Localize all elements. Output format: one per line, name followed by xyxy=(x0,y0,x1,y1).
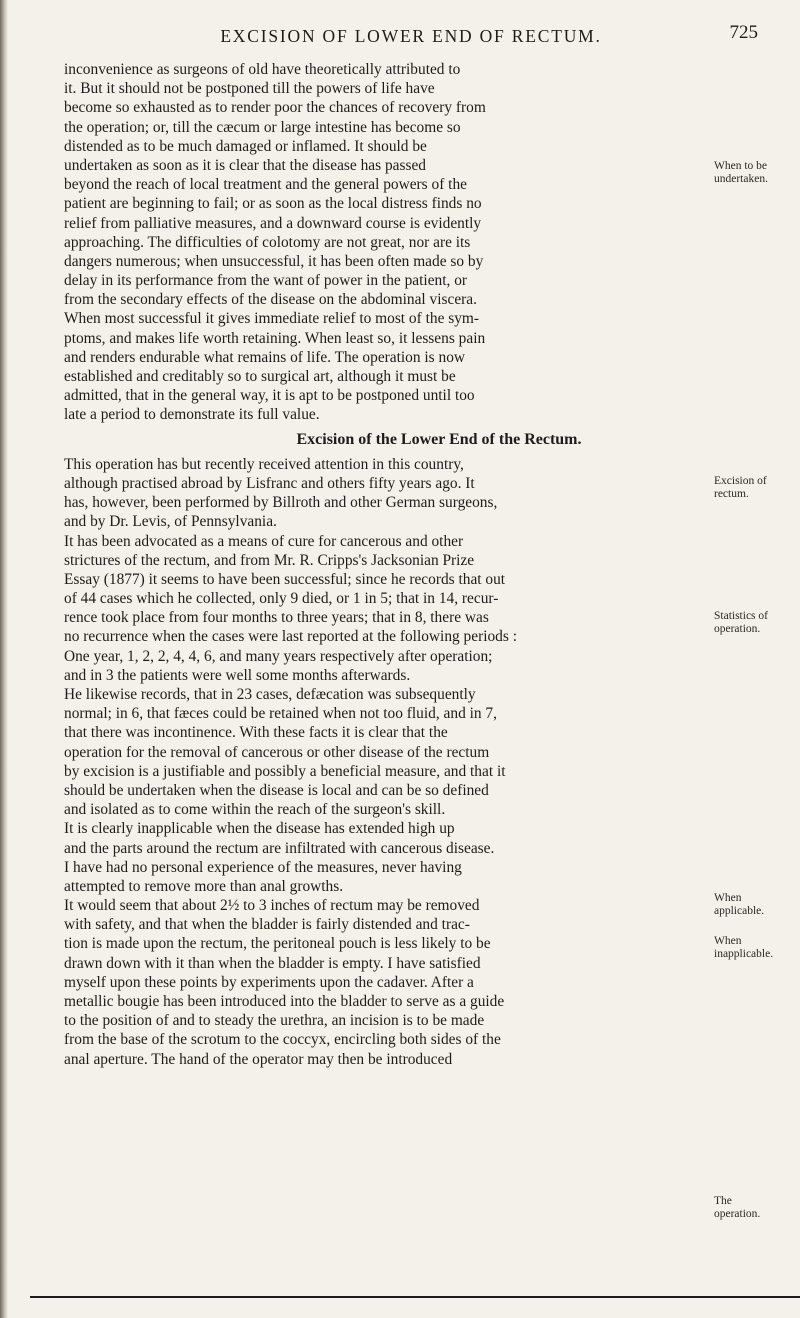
text-line: tion is made upon the rectum, the peritoneal pouch is less likely to be xyxy=(64,935,491,953)
text-line: I have had no personal experience of the measures, never having xyxy=(64,858,462,876)
text-line: from the base of the scrotum to the coccyx, encircling both sides of the xyxy=(64,1031,501,1049)
text-line: established and creditably so to surgical art, although it must be xyxy=(64,368,456,385)
text-line: When most successful it gives immediate relief to most of the sym- xyxy=(64,310,480,328)
margin-note-line: Statistics of xyxy=(714,610,768,622)
text-line: become so exhausted as to render poor the chances of recovery from xyxy=(64,99,486,117)
margin-note-line: operation. xyxy=(714,1208,761,1220)
margin-note-excision-of-rectum xyxy=(714,475,800,501)
running-title: EXCISION OF LOWER END OF RECTUM. xyxy=(220,26,602,46)
text-line: ptoms, and makes life worth retaining. When least so, it lessens pain xyxy=(64,329,486,347)
paragraph-colotomy-timing xyxy=(64,60,764,425)
text-line: He likewise records, that in 23 cases, defæcation was subsequently xyxy=(64,686,476,703)
page-binding-shadow xyxy=(0,0,8,1318)
text-line: operation for the removal of cancerous or other disease of the rectum xyxy=(64,743,490,761)
text-line: admitted, that in the general way, it is apt to be postponed until too xyxy=(64,387,475,405)
text-line: although practised abroad by Lisfranc and others fifty years ago. It xyxy=(64,474,475,492)
margin-note-the-operation xyxy=(714,1195,800,1221)
text-line: to the position of and to steady the urethra, an incision is to be made xyxy=(64,1012,485,1030)
text-line: inconvenience as surgeons of old have theoretically attributed to xyxy=(64,61,461,78)
page-number: 725 xyxy=(729,22,758,43)
text-line: relief from palliative measures, and a downward course is evidently xyxy=(64,214,482,232)
margin-note-when-applicable xyxy=(714,892,800,918)
text-line: delay in its performance from the want of power in the patient, or xyxy=(64,272,468,290)
margin-note-statistics-of-operation xyxy=(714,610,800,636)
text-line: and the parts around the rectum are infiltrated with cancerous disease. xyxy=(64,839,495,857)
text-line: of 44 cases which he collected, only 9 died, or 1 in 5; that in 14, recur- xyxy=(64,590,499,608)
margin-note-line: When xyxy=(714,935,742,947)
text-line: It is clearly inapplicable when the disease has extended high up xyxy=(64,820,455,838)
text-line: One year, 1, 2, 2, 4, 4, 6, and many years respectively after operation; xyxy=(64,647,493,665)
text-line: It has been advocated as a means of cure for cancerous and other xyxy=(64,532,464,550)
margin-note-line: When xyxy=(714,892,742,904)
margin-note-line: rectum. xyxy=(714,488,749,500)
text-line: It would seem that about 2½ to 3 inches of rectum may be removed xyxy=(64,897,480,915)
text-line: by excision is a justifiable and possibly a beneficial measure, and that it xyxy=(64,762,506,780)
text-line: metallic bougie has been introduced into the bladder to serve as a guide xyxy=(64,993,505,1010)
page-header xyxy=(64,22,758,52)
text-line: with safety, and that when the bladder is fairly distended and trac- xyxy=(64,916,470,934)
margin-note-line: applicable. xyxy=(714,905,765,917)
margin-note-line: undertaken. xyxy=(714,173,768,185)
text-line: approaching. The difficulties of colotomy are not great, nor are its xyxy=(64,233,471,251)
text-line: This operation has but recently received attention in this country, xyxy=(64,455,464,473)
text-line: and renders endurable what remains of life. The operation is now xyxy=(64,348,466,366)
paragraph-excision-rectum xyxy=(64,455,764,1069)
text-line: that there was incontinence. With these facts it is clear that the xyxy=(64,724,448,742)
margin-note-line: inapplicable. xyxy=(714,948,774,960)
text-line: from the secondary effects of the disease on the abdominal viscera. xyxy=(64,291,477,309)
text-line: it. But it should not be postponed till the powers of life have xyxy=(64,80,435,98)
text-line: late a period to demonstrate its full value. xyxy=(64,406,320,424)
text-line: anal aperture. The hand of the operator may then be introduced xyxy=(64,1050,453,1068)
section-heading: Excision of the Lower End of the Rectum. xyxy=(296,430,582,448)
text-line: distended as to be much damaged or inflamed. It should be xyxy=(64,137,427,155)
text-line: undertaken as soon as it is clear that the disease has passed xyxy=(64,156,426,174)
text-line: the operation; or, till the cæcum or large intestine has become so xyxy=(64,118,461,136)
text-line: drawn down with it than when the bladder is empty. I have satisfied xyxy=(64,954,481,972)
text-line: rence took place from four months to three years; that in 8, there was xyxy=(64,609,489,627)
text-line: normal; in 6, that fæces could be retained when not too fluid, and in 7, xyxy=(64,705,497,723)
text-line: patient are beginning to fail; or as soon as the local distress finds no xyxy=(64,195,482,213)
margin-note-when-inapplicable xyxy=(714,935,800,961)
text-line: should be undertaken when the disease is local and can be so defined xyxy=(64,781,489,799)
body-text xyxy=(64,60,764,1069)
text-line: has, however, been performed by Billroth and other German surgeons, xyxy=(64,494,498,512)
text-line: and by Dr. Levis, of Pennsylvania. xyxy=(64,513,277,531)
text-line: myself upon these points by experiments upon the cadaver. After a xyxy=(64,973,474,991)
margin-note-line: Excision of xyxy=(714,475,767,487)
margin-note-when-to-be-undertaken xyxy=(714,160,800,186)
text-line: and in 3 the patients were well some months afterwards. xyxy=(64,666,411,684)
text-line: no recurrence when the cases were last reported at the following periods : xyxy=(64,628,517,646)
text-line: strictures of the rectum, and from Mr. R. Cripps's Jacksonian Prize xyxy=(64,551,475,569)
margin-note-line: When to be xyxy=(714,160,768,172)
text-line: dangers numerous; when unsuccessful, it has been often made so by xyxy=(64,252,484,270)
text-line: and isolated as to come within the reach of the surgeon's skill. xyxy=(64,801,446,819)
margin-note-line: The xyxy=(714,1195,732,1207)
text-line: Essay (1877) it seems to have been successful; since he records that out xyxy=(64,570,506,588)
margin-note-line: operation. xyxy=(714,623,761,635)
text-line: beyond the reach of local treatment and the general powers of the xyxy=(64,176,467,194)
bottom-rule xyxy=(30,1296,800,1298)
text-line: attempted to remove more than anal growths. xyxy=(64,877,344,895)
